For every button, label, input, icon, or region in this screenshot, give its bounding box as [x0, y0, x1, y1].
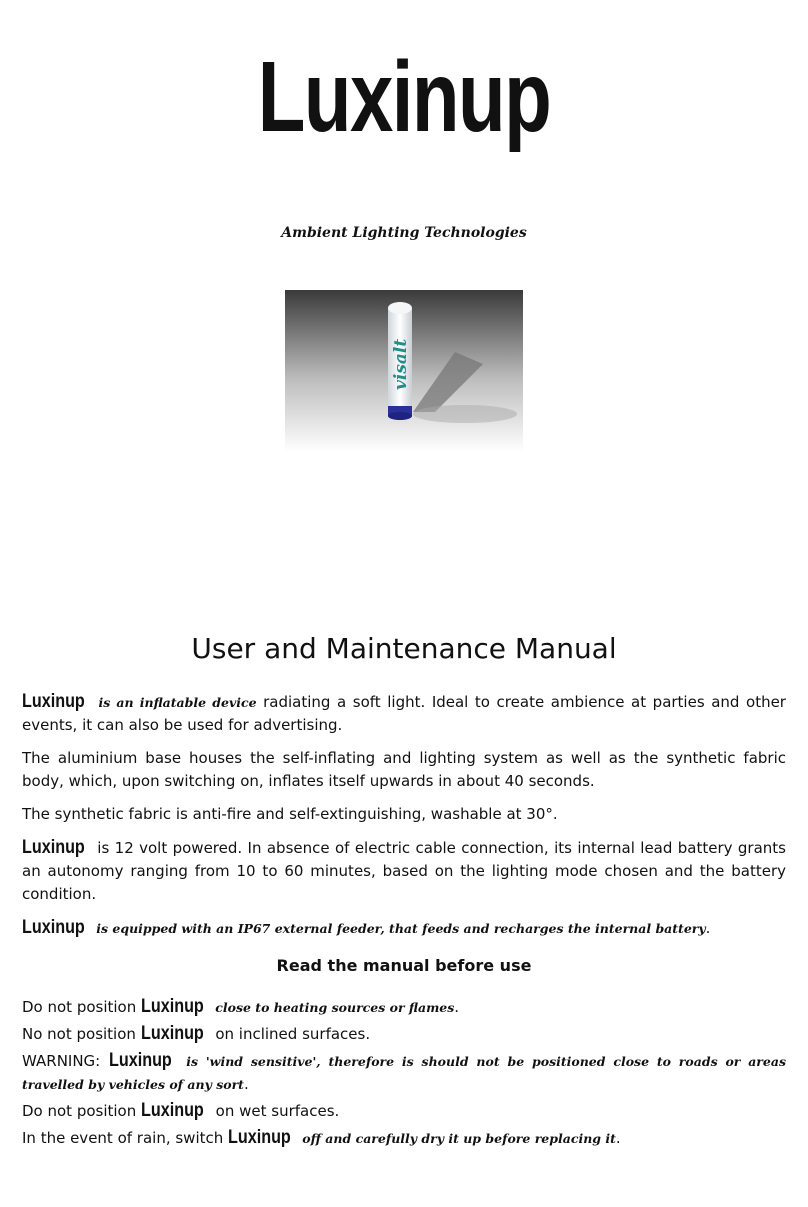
body-text: is 12 volt powered. In absence of electric cable connection, its internal lead battery grants an autonomy ranging from 10 to 60 minutes, based on the lighting mode chosen and the battery condition. [22, 839, 786, 903]
warning-item [22, 995, 786, 1019]
body-text: WARNING: [22, 1052, 109, 1070]
body-text: on inclined surfaces. [210, 1025, 371, 1043]
brand-inline: Luxinup [22, 691, 85, 712]
body-text: Do not position [22, 1102, 142, 1120]
brand-inline: Luxinup [108, 1050, 172, 1071]
paragraph-power [22, 836, 786, 906]
script-text: close to heating sources or flames [210, 1000, 455, 1015]
paragraph-intro [22, 690, 786, 737]
brand-inline: Luxinup [141, 1100, 204, 1121]
script-text: off and carefully dry it up before replacing it [297, 1131, 616, 1146]
tagline: Ambient Lighting Technologies [281, 225, 527, 241]
brand-inline: Luxinup [140, 1023, 204, 1044]
script-text: is an inflatable device [98, 695, 257, 710]
warning-item [22, 1049, 786, 1096]
warning-item [22, 1099, 786, 1123]
manual-title: User and Maintenance Manual [191, 632, 617, 665]
body-text: radiating a soft light. Ideal to create ambience at parties and other events, it can also be used for advertising. [22, 693, 786, 734]
manual-body [22, 690, 786, 1153]
script-text: is 'wind sensitive', therefore is should not be positioned close to roads or areas travelled by vehicles of any sort [22, 1054, 786, 1092]
read-notice: Read the manual before use [276, 956, 532, 975]
body-text: Do not position [22, 998, 142, 1016]
brand-inline: Luxinup [141, 996, 204, 1017]
brand-inline: Luxinup [22, 917, 85, 938]
body-text: on wet surfaces. [210, 1102, 340, 1120]
product-label: visalt [391, 338, 411, 390]
brand-inline: Luxinup [22, 837, 85, 858]
body-text: No not position [22, 1025, 141, 1043]
paragraph-base: The aluminium base houses the self-inflating and lighting system as well as the synthetic fabric body, which, upon switching on, inflates itself upwards in about 40 seconds. [22, 749, 786, 790]
body-text: . [243, 1075, 249, 1093]
warning-item [22, 1022, 786, 1046]
warning-item [22, 1126, 786, 1150]
body-text: . [615, 1129, 621, 1147]
paragraph-feeder [22, 916, 786, 940]
paragraph-fabric: The synthetic fabric is anti-fire and self-extinguishing, washable at 30°. [22, 805, 558, 823]
body-text: . [454, 998, 460, 1016]
script-text: is equipped with an IP67 external feeder, that feeds and recharges the internal battery [91, 921, 706, 936]
body-text: . [705, 919, 711, 937]
brand-inline: Luxinup [228, 1127, 291, 1148]
body-text: In the event of rain, switch [22, 1129, 229, 1147]
brand-title: Luxinup [257, 41, 551, 153]
warnings-list [22, 995, 786, 1150]
product-image [285, 290, 523, 452]
